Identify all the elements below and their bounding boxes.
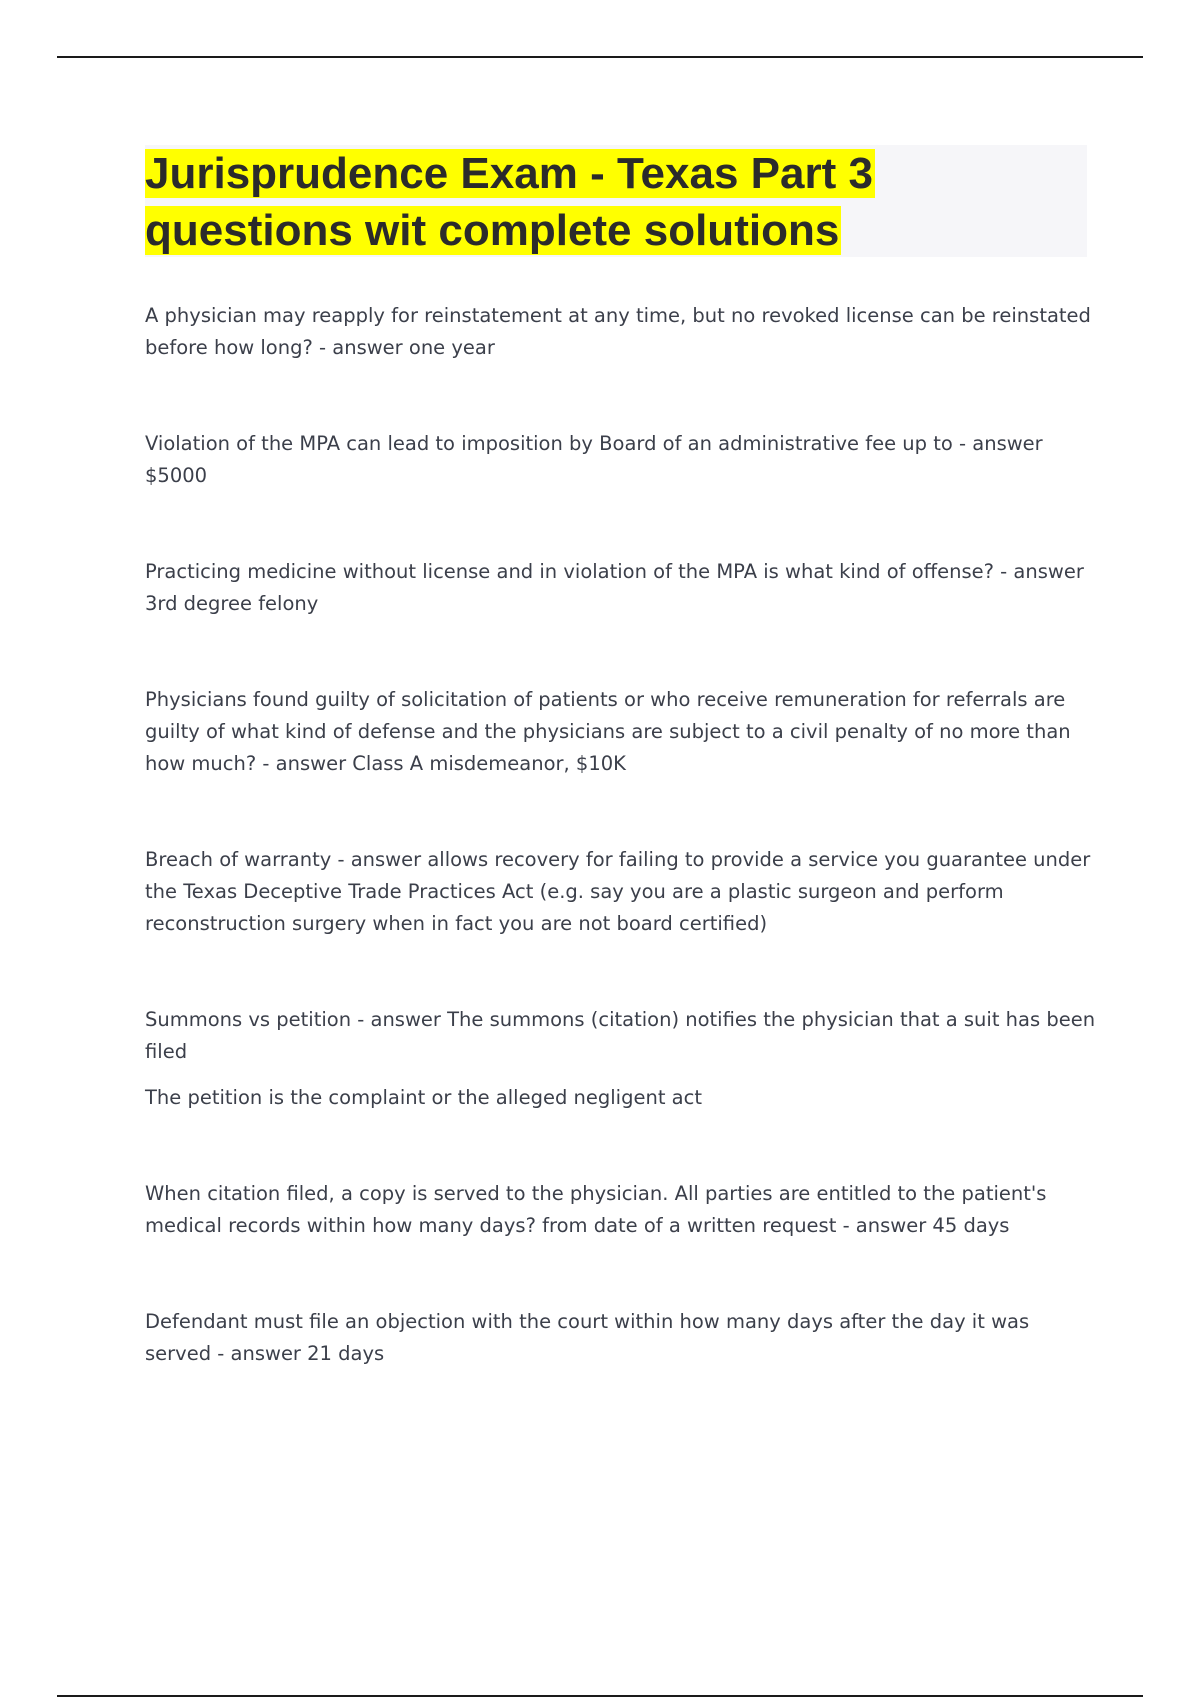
qa-item	[145, 300, 1100, 364]
qa-text: Practicing medicine without license and in violation of the MPA is what kind of offense? - answer 3rd degree felony	[145, 560, 1084, 615]
qa-item	[145, 556, 1100, 620]
qa-text: Physicians found guilty of solicitation of patients or who receive remuneration for referrals are guilty of what kind of defense and the physicians are subject to a civil penalty of no more than how much? - answer Class A misdemeanor, $10K	[145, 688, 1071, 775]
qa-item	[145, 1004, 1100, 1114]
title-block	[145, 145, 1087, 257]
qa-text: Breach of warranty - answer allows recovery for failing to provide a service you guarantee under the Texas Deceptive Trade Practices Act (e.g. say you are a plastic surgeon and perform reconstruction surgery when in fact you are not board certified)	[145, 848, 1091, 935]
qa-text: Defendant must file an objection with the court within how many days after the day it was served - answer 21 days	[145, 1310, 1030, 1365]
qa-item	[145, 684, 1100, 780]
qa-text: Summons vs petition - answer The summons (citation) notifies the physician that a suit has been filed	[145, 1008, 1096, 1063]
qa-item	[145, 428, 1100, 492]
title-line-1: Jurisprudence Exam - Texas Part 3	[145, 149, 873, 198]
bottom-rule	[57, 1695, 1143, 1697]
document-title	[145, 145, 1087, 259]
qa-item	[145, 1306, 1100, 1370]
qa-text-continued: The petition is the complaint or the alleged negligent act	[145, 1086, 702, 1109]
qa-text: When citation filed, a copy is served to the physician. All parties are entitled to the patient's medical records within how many days? from date of a written request - answer 45 days	[145, 1182, 1047, 1237]
title-line-2: questions wit complete solutions	[145, 206, 840, 255]
qa-item	[145, 844, 1100, 940]
qa-item	[145, 1178, 1100, 1242]
qa-text: A physician may reapply for reinstatement at any time, but no revoked license can be reinstated before how long? - answer one year	[145, 304, 1091, 359]
qa-list	[145, 300, 1100, 1434]
qa-text: Violation of the MPA can lead to imposition by Board of an administrative fee up to - answer $5000	[145, 432, 1043, 487]
top-rule	[57, 56, 1143, 58]
